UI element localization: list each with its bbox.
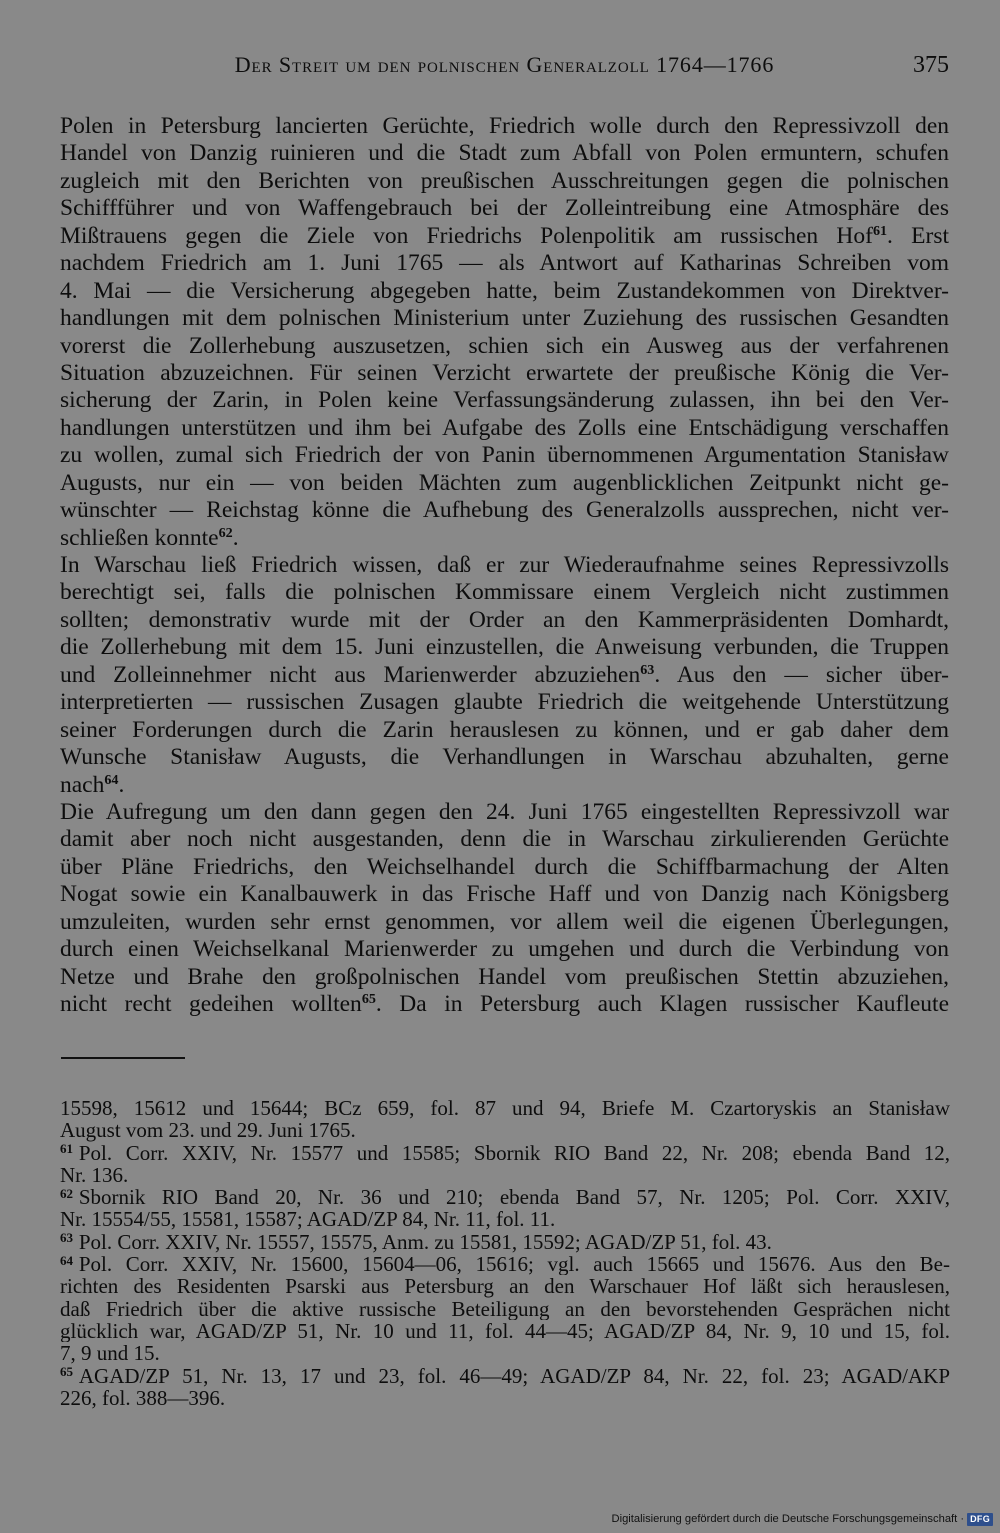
line-text: sollten; demonstrativ wurde mit der Order an den Kammerpräsidenten Domhardt,: [60, 606, 949, 633]
text-line: [60, 360, 949, 387]
running-header: [60, 51, 949, 79]
footnote-text: Pol. Corr. XXIV, Nr. 15557, 15575, Anm. zu 15581, 15592; AGAD/ZP 51, fol. 43.: [78, 1230, 772, 1254]
text-line: [60, 113, 949, 140]
text-line: [60, 442, 949, 469]
footnote-number: 61: [60, 1141, 74, 1157]
text-line: [60, 168, 949, 195]
page-number: 375: [913, 52, 949, 78]
footnote-ref: 65: [361, 991, 376, 1008]
line-text: Handel von Danzig ruinieren und die Stadt zum Abfall von Polen ermuntern, schufen: [60, 140, 949, 167]
text-line: [60, 525, 949, 552]
text-line: [60, 964, 949, 991]
dfg-logo: [967, 1513, 993, 1526]
footnotes: [60, 1097, 950, 1409]
line-text: wünschter — Reichstag könne die Aufhebung des Generalzolls aussprechen, nicht ver-: [60, 497, 949, 524]
line-text: sicherung der Zarin, in Polen keine Verfassungsänderung zulassen, ihn bei den Ver-: [60, 387, 949, 414]
footnote-line: [60, 1387, 950, 1409]
footnote-number: 64: [60, 1253, 74, 1268]
text-line: [60, 415, 949, 442]
text-line: [60, 223, 949, 250]
text-line: [60, 278, 949, 305]
footnote-text: AGAD/ZP 51, Nr. 13, 17 und 23, fol. 46—49; AGAD/ZP 84, Nr. 22, fol. 23; AGAD/AKP: [78, 1364, 950, 1387]
text-line: [60, 497, 949, 524]
paragraph: [60, 113, 949, 552]
text-line: [60, 744, 949, 771]
line-text: und Zolleinnehmer nicht aus Marienwerder abzuziehen: [60, 661, 641, 688]
text-line: [60, 250, 949, 277]
footnote-ref: 63: [640, 662, 655, 678]
line-text: zu wollen, zumal sich Friedrich der von Panin übernommenen Argumentation Stanisław: [60, 442, 949, 469]
footnote: [60, 1365, 950, 1410]
line-text: nach: [60, 771, 105, 798]
footnote-text: Pol. Corr. XXIV, Nr. 15577 und 15585; Sbornik RIO Band 22, Nr. 208; ebenda Band 12,: [78, 1141, 950, 1164]
line-text: 4. Mai — die Versicherung abgegeben hatte, beim Zustandekommen von Direktver-: [60, 277, 949, 304]
footnote-separator: [61, 1057, 185, 1059]
footnote-line: [60, 1119, 950, 1141]
line-text: Nogat sowie ein Kanalbauwerk in das Frische Haff und von Danzig nach Königsberg: [60, 881, 949, 908]
footnote-text: 226, fol. 388—396.: [60, 1386, 226, 1410]
footnote-ref: 64: [104, 771, 119, 788]
footnote-number: 63: [60, 1230, 74, 1246]
footnote-line: [60, 1186, 950, 1208]
text-line: [60, 772, 949, 799]
line-text: Schiffführer und von Waffengebrauch bei der Zolleintreibung eine Atmosphäre des: [60, 195, 949, 222]
footnote-line: [60, 1253, 950, 1275]
line-text: damit aber noch nicht ausgestanden, denn die in Warschau zirkulierenden Gerüchte: [60, 826, 949, 853]
line-text: berechtigt sei, falls die polnischen Kommissare einem Vergleich nicht zustimmen: [60, 579, 949, 606]
footnote-line: [60, 1208, 950, 1230]
footnote-text: August vom 23. und 29. Juni 1765.: [60, 1119, 356, 1142]
text-line: [60, 195, 949, 222]
line-text: Netze und Brahe den großpolnischen Handel vom preußischen Stettin abzuziehen,: [60, 963, 949, 990]
text-line: [60, 552, 949, 579]
running-title: Der Streit um den polnischen Generalzoll 1764—1766: [234, 52, 775, 77]
text-line: [60, 689, 949, 716]
line-text: Mißtrauens gegen die Ziele von Friedrichs Polenpolitik am russischen Hof: [60, 222, 873, 249]
line-text: durch einen Weichselkanal Marienwerder zu umgehen und durch die Verbindung von: [60, 936, 949, 963]
text-line: [60, 387, 949, 414]
footnote-text: daß Friedrich über die aktive russische Beteiligung an den bevorstehenden Gesprächen nicht: [60, 1297, 950, 1320]
paragraph: [60, 552, 949, 799]
line-text: umzuleiten, wurden sehr ernst genommen, vor allem weil die eigenen Überlegungen,: [60, 908, 949, 935]
footnote-text: Nr. 136.: [60, 1163, 129, 1187]
paragraph: [60, 799, 949, 1019]
body-text: [60, 113, 949, 1018]
line-text: Die Aufregung um den dann gegen den 24. Juni 1765 eingestellten Repressivzoll war: [60, 798, 949, 825]
footnote-text: 7, 9 und 15.: [60, 1342, 160, 1365]
line-text: über Pläne Friedrichs, den Weichselhandel durch die Schiffbarmachung der Alten: [60, 853, 949, 880]
footnote-line: [60, 1342, 950, 1364]
text-line: [60, 909, 949, 936]
digitization-credit: [612, 1512, 994, 1526]
footnote-text: Pol. Corr. XXIV, Nr. 15600, 15604—06, 15616; vgl. auch 15665 und 15676. Aus den Be-: [78, 1253, 950, 1276]
footnote: [60, 1186, 950, 1231]
text-line: [60, 799, 949, 826]
footnote-ref: 62: [218, 524, 233, 541]
line-text: die Zollerhebung mit dem 15. Juni einzustellen, die Anweisung verbunden, die Truppen: [60, 634, 949, 661]
footnote-line: [60, 1275, 950, 1297]
text-line: [60, 854, 949, 881]
text-line: [60, 717, 949, 744]
line-text: . Aus den — sicher über-: [654, 661, 949, 688]
footnote-number: 65: [60, 1364, 74, 1380]
footnote-line: [60, 1164, 950, 1186]
text-line: [60, 305, 949, 332]
line-text: .: [232, 524, 239, 551]
footnote-line: [60, 1320, 950, 1342]
footnote-line: [60, 1365, 950, 1387]
line-text: seiner Forderungen durch die Zarin herauslesen zu können, und er gab daher dem: [60, 716, 949, 743]
line-text: interpretierten — russischen Zusagen glaubte Friedrich die weitgehende Unterstützung: [60, 689, 949, 716]
footnote: [60, 1253, 950, 1364]
footnote-text: 15598, 15612 und 15644; BCz 659, fol. 87 und 94, Briefe M. Czartoryskis an Stanisław: [60, 1097, 950, 1120]
footnote-number: 62: [60, 1186, 74, 1201]
footnote-line: [60, 1231, 950, 1253]
line-text: . Da in Petersburg auch Klagen russischer Kaufleute: [375, 991, 949, 1017]
text-line: [60, 634, 949, 661]
credit-text: Digitalisierung gefördert durch die Deutsche Forschungsgemeinschaft ·: [611, 1513, 965, 1525]
line-text: Augusts, nur ein — von beiden Mächten zum augenblicklichen Zeitpunkt nicht ge-: [60, 469, 949, 496]
footnote-text: richten des Residenten Psarski aus Petersburg an den Warschauer Hof läßt sich herauslesen,: [60, 1275, 950, 1298]
line-text: In Warschau ließ Friedrich wissen, daß er zur Wiederaufnahme seines Repressivzolls: [60, 552, 949, 578]
text-line: [60, 470, 949, 497]
text-line: [60, 579, 949, 606]
line-text: nachdem Friedrich am 1. Juni 1765 — als Antwort auf Katharinas Schreiben vom: [60, 250, 949, 277]
line-text: vorerst die Zollerhebung auszusetzen, schien sich ein Ausweg aus der verfahrenen: [60, 332, 949, 359]
line-text: zugleich mit den Berichten von preußischen Ausschreitungen gegen die polnischen: [60, 167, 949, 194]
text-line: [60, 607, 949, 634]
line-text: nicht recht gedeihen wollten: [60, 991, 362, 1017]
line-text: schließen konnte: [60, 524, 219, 551]
line-text: Polen in Petersburg lancierten Gerüchte, Friedrich wolle durch den Repressivzoll den: [60, 113, 949, 139]
footnote-ref: 61: [872, 223, 888, 239]
line-text: handlungen unterstützen und ihm bei Aufgabe des Zolls eine Entschädigung verschaffen: [60, 414, 949, 441]
text-line: [60, 826, 949, 853]
text-line: [60, 140, 949, 167]
footnote-line: [60, 1142, 950, 1164]
line-text: Situation abzuzeichnen. Für seinen Verzicht erwartete der preußische König die Ver-: [60, 359, 949, 386]
footnote: [60, 1231, 950, 1253]
text-line: [60, 936, 949, 963]
line-text: .: [118, 771, 125, 798]
text-line: [60, 333, 949, 360]
text-line: [60, 662, 949, 689]
line-text: Wunsche Stanisław Augusts, die Verhandlungen in Warschau abzuhalten, gerne: [60, 744, 949, 771]
line-text: handlungen mit dem polnischen Ministerium unter Zuziehung des russischen Gesandten: [60, 305, 949, 332]
footnote: [60, 1142, 950, 1187]
footnote-text: Sbornik RIO Band 20, Nr. 36 und 210; ebenda Band 57, Nr. 1205; Pol. Corr. XXIV,: [78, 1186, 950, 1209]
footnote-line: [60, 1097, 950, 1119]
footnote: [60, 1097, 950, 1142]
line-text: . Erst: [887, 222, 949, 249]
dfg-logo-text: DFG: [970, 1513, 990, 1524]
text-line: [60, 991, 949, 1018]
text-line: [60, 881, 949, 908]
footnote-text: glücklich war, AGAD/ZP 51, Nr. 10 und 11, fol. 44—45; AGAD/ZP 84, Nr. 9, 10 und 15, fol.: [60, 1319, 950, 1343]
footnote-line: [60, 1298, 950, 1320]
footnote-text: Nr. 15554/55, 15581, 15587; AGAD/ZP 84, Nr. 11, fol. 11.: [60, 1208, 556, 1231]
